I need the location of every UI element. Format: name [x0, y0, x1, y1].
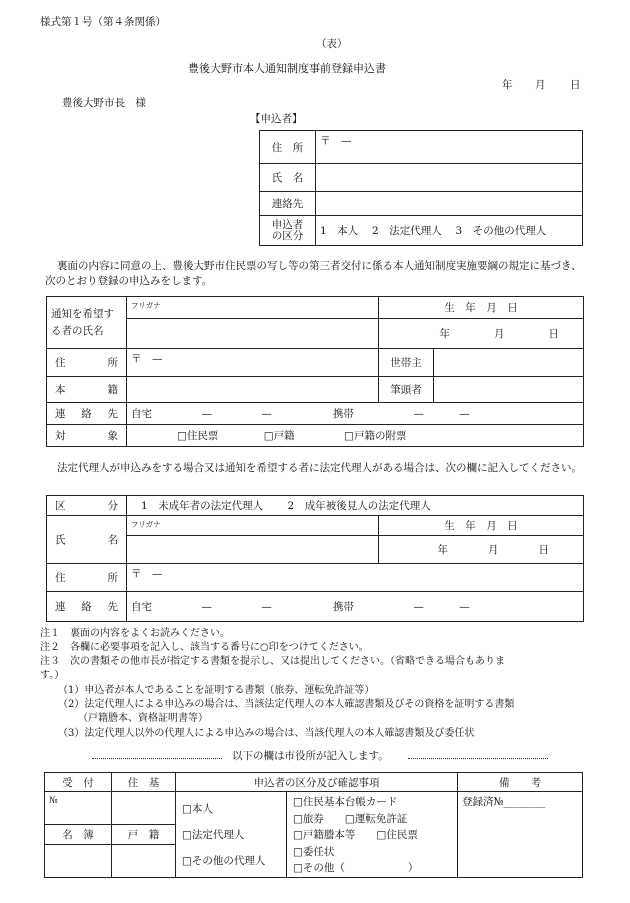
target-label-char2: 象 — [107, 430, 118, 442]
note-3-item-2-continued: （戸籍謄本、資格証明書等） — [78, 713, 208, 724]
target-family-register-appendix-checkbox[interactable]: □戸籍の附票 — [344, 430, 407, 442]
mobile-phone-dash-2: — — [459, 408, 470, 420]
subject-birth-label: 生 年 月 日 — [379, 297, 584, 319]
note-2: 注２ 各欄に必要事項を記入し、該当する番号に○印をつけてください。 — [40, 642, 369, 653]
subject-contact-label — [47, 403, 127, 425]
office-domicile-cell[interactable] — [112, 844, 176, 877]
office-remarks-cell[interactable] — [458, 792, 583, 878]
postal-mark: 〒 — — [131, 568, 163, 580]
agent-mobile-phone-dash-1: — — [413, 601, 424, 613]
subject-birth-month: 月 — [494, 328, 505, 340]
office-doc-other[interactable]: □その他（ ） — [293, 862, 419, 874]
applicant-category-options[interactable]: 1 本人 2 法定代理人 3 その他の代理人 — [316, 216, 583, 246]
agent-name-label-char1: 氏 — [55, 534, 66, 546]
agent-furigana-field[interactable] — [127, 516, 379, 536]
applicant-type-checklist — [176, 792, 287, 877]
agent-contact-field[interactable] — [127, 592, 584, 622]
office-col-receipt: 受 付 — [45, 773, 112, 792]
applicant-table — [259, 130, 583, 246]
agent-birth-year: 年 — [437, 544, 449, 556]
note-3-item-2: （2）法定代理人による申込みの場合は、当該法定代理人の本人確認書類及びその資格を証明する書類 — [58, 699, 515, 710]
subject-domicile-label — [47, 377, 127, 403]
agent-table — [46, 495, 584, 622]
family-head-label: 筆頭者 — [379, 377, 434, 403]
household-head-label: 世帯主 — [379, 349, 434, 377]
agent-home-phone-dash-1: — — [201, 601, 212, 613]
agent-address-field[interactable] — [127, 564, 584, 592]
office-table — [44, 772, 583, 878]
agent-birth-month: 月 — [488, 544, 499, 556]
separator-dots-right — [408, 750, 548, 759]
office-type-self[interactable]: □本人 — [182, 803, 213, 815]
furigana-label: フリガナ — [131, 520, 161, 529]
office-register-label: 名 簿 — [45, 824, 112, 844]
agent-name-label-char2: 名 — [107, 534, 118, 546]
applicant-address-field[interactable] — [316, 131, 583, 164]
subject-name-label — [47, 297, 127, 349]
separator-dots-left — [92, 750, 222, 759]
agent-category-label — [47, 496, 127, 516]
subject-birth-field[interactable] — [379, 319, 584, 349]
note-3-continued: す。） — [40, 670, 65, 681]
office-type-legal-agent[interactable]: □法定代理人 — [182, 829, 245, 841]
target-label-char1: 対 — [55, 430, 66, 442]
registered-no-label: 登録済№________ — [462, 796, 546, 808]
applicant-category-label — [260, 216, 316, 246]
note-3-item-1: （1）申込者が本人であることを証明する書類（旅券、運転免許証等） — [58, 685, 375, 696]
applicant-contact-field[interactable] — [316, 192, 583, 216]
address-label-char1: 住 — [55, 357, 66, 369]
office-confirm-cell — [176, 792, 458, 878]
office-col-remarks: 備 考 — [458, 773, 583, 792]
office-residence-cell[interactable] — [112, 792, 176, 825]
agent-mobile-phone-label: 携帯 — [333, 601, 355, 613]
applicant-category-label-line1: 申込者 — [271, 218, 304, 231]
subject-contact-field[interactable] — [127, 403, 584, 425]
agent-contact-label — [47, 592, 127, 622]
agent-birth-label: 生 年 月 日 — [379, 516, 584, 536]
agent-contact-label-char1: 連 — [55, 601, 66, 613]
applicant-heading: 【申込者】 — [250, 113, 303, 125]
agent-address-label-char1: 住 — [55, 572, 66, 584]
subject-name-label-line1: 通知を希望す — [51, 307, 114, 320]
address-label-char2: 所 — [107, 357, 118, 369]
subject-target-options — [127, 425, 584, 447]
agent-home-phone-dash-2: — — [261, 601, 272, 613]
agent-contact-label-char3: 先 — [107, 601, 118, 613]
home-phone-label: 自宅 — [131, 408, 152, 420]
agent-text: 法定代理人が申込みをする場合又は通知を希望する者に法定代理人がある場合は、次の欄に記入してください。 — [57, 462, 582, 474]
postal-mark: 〒 — — [131, 353, 163, 365]
agent-contact-label-char2: 絡 — [81, 601, 92, 613]
contact-label-char2: 絡 — [81, 408, 92, 420]
applicant-name-field[interactable] — [316, 164, 583, 192]
domicile-label-char1: 本 — [55, 384, 66, 396]
mobile-phone-label: 携帯 — [333, 408, 355, 420]
target-resident-record-checkbox[interactable]: □住民票 — [177, 430, 219, 442]
subject-domicile-field[interactable] — [127, 377, 379, 403]
agent-category-label-char2: 分 — [107, 500, 118, 512]
applicant-category-label-line2: の区分 — [271, 229, 304, 242]
postal-mark: 〒 — — [320, 135, 352, 147]
subject-name-label-line2: る者の氏名 — [51, 324, 104, 337]
household-head-field[interactable] — [434, 349, 584, 377]
applicant-name-label: 氏 名 — [260, 164, 316, 192]
office-col-residence: 住 基 — [112, 773, 176, 792]
domicile-label-char2: 籍 — [107, 384, 118, 396]
note-3-item-3: （3）法定代理人以外の代理人による申込みの場合は、当該代理人の本人確認書類及び委任状 — [58, 728, 475, 739]
consent-text: 裏面の内容に同意の上、豊後大野市住民票の写し等の第三者交付に係る本人通知制度実施要綱の規定に基づき、次のとおり登録の申込みをします。 — [45, 260, 582, 287]
office-doc-passport-license[interactable]: □旅券 □運転免許証 — [293, 812, 408, 825]
page-title: 豊後大野市本人通知制度事前登録申込書 — [188, 62, 386, 75]
form-number: 様式第１号（第４条関係） — [40, 16, 166, 28]
office-use-notice: 以下の欄は市役所が記入します。 — [232, 750, 389, 762]
date-month-label: 月 — [535, 79, 546, 91]
office-doc-basic-resident-card[interactable]: □住民基本台帳カード — [293, 796, 398, 808]
agent-address-label-char2: 所 — [107, 572, 118, 584]
agent-mobile-phone-dash-2: — — [459, 601, 470, 613]
office-no-cell[interactable] — [45, 792, 112, 825]
applicant-contact-label: 連絡先 — [260, 192, 316, 216]
home-phone-dash-2: — — [261, 408, 272, 420]
office-register-cell[interactable] — [45, 844, 112, 877]
office-no-label: № — [49, 796, 58, 806]
subject-birth-year: 年 — [439, 328, 450, 340]
agent-home-phone-label: 自宅 — [131, 601, 152, 613]
addressee: 豊後大野市長 様 — [62, 97, 146, 109]
mobile-phone-dash-1: — — [413, 408, 424, 420]
document-checklist — [287, 792, 422, 877]
contact-label-char3: 先 — [107, 408, 118, 420]
date-year-label: 年 — [502, 79, 513, 91]
agent-category-label-char1: 区 — [55, 500, 66, 512]
date-day-label: 日 — [570, 79, 581, 91]
office-col-confirm: 申込者の区分及び確認事項 — [176, 773, 458, 792]
applicant-address-label: 住 所 — [260, 131, 316, 164]
office-doc-power-of-attorney[interactable]: □委任状 — [293, 845, 335, 858]
note-3: 注３ 次の書類その他市長が指定する書類を提示し、又は提出してください。（省略できる場合もありま — [40, 656, 505, 667]
office-domicile-label: 戸 籍 — [112, 824, 176, 844]
subject-target-label — [47, 425, 127, 447]
subject-address-label — [47, 349, 127, 377]
subject-name-field[interactable] — [127, 319, 379, 349]
subject-birth-day: 日 — [548, 328, 559, 340]
agent-birth-day: 日 — [538, 544, 550, 556]
subject-table — [46, 296, 584, 447]
target-family-register-checkbox[interactable]: □戸籍 — [263, 430, 295, 442]
subject-address-field[interactable] — [127, 349, 379, 377]
furigana-label: フリガナ — [131, 301, 161, 310]
contact-label-char1: 連 — [55, 408, 66, 420]
note-1: 注１ 裏面の内容をよくお読みください。 — [40, 628, 230, 639]
office-type-other-agent[interactable]: □その他の代理人 — [182, 855, 266, 867]
family-head-field[interactable] — [434, 377, 584, 403]
agent-category-options[interactable]: 1 未成年者の法定代理人 2 成年被後見人の法定代理人 — [127, 496, 584, 516]
home-phone-dash-1: — — [201, 408, 212, 420]
agent-name-field[interactable] — [127, 536, 379, 564]
agent-name-label — [47, 516, 127, 564]
form-side-label: （表） — [316, 38, 348, 50]
agent-birth-field[interactable] — [379, 536, 584, 564]
office-doc-family-register-resident[interactable]: □戸籍謄本等 □住民票 — [293, 829, 418, 841]
agent-address-label — [47, 564, 127, 592]
subject-furigana-field[interactable] — [127, 297, 379, 319]
